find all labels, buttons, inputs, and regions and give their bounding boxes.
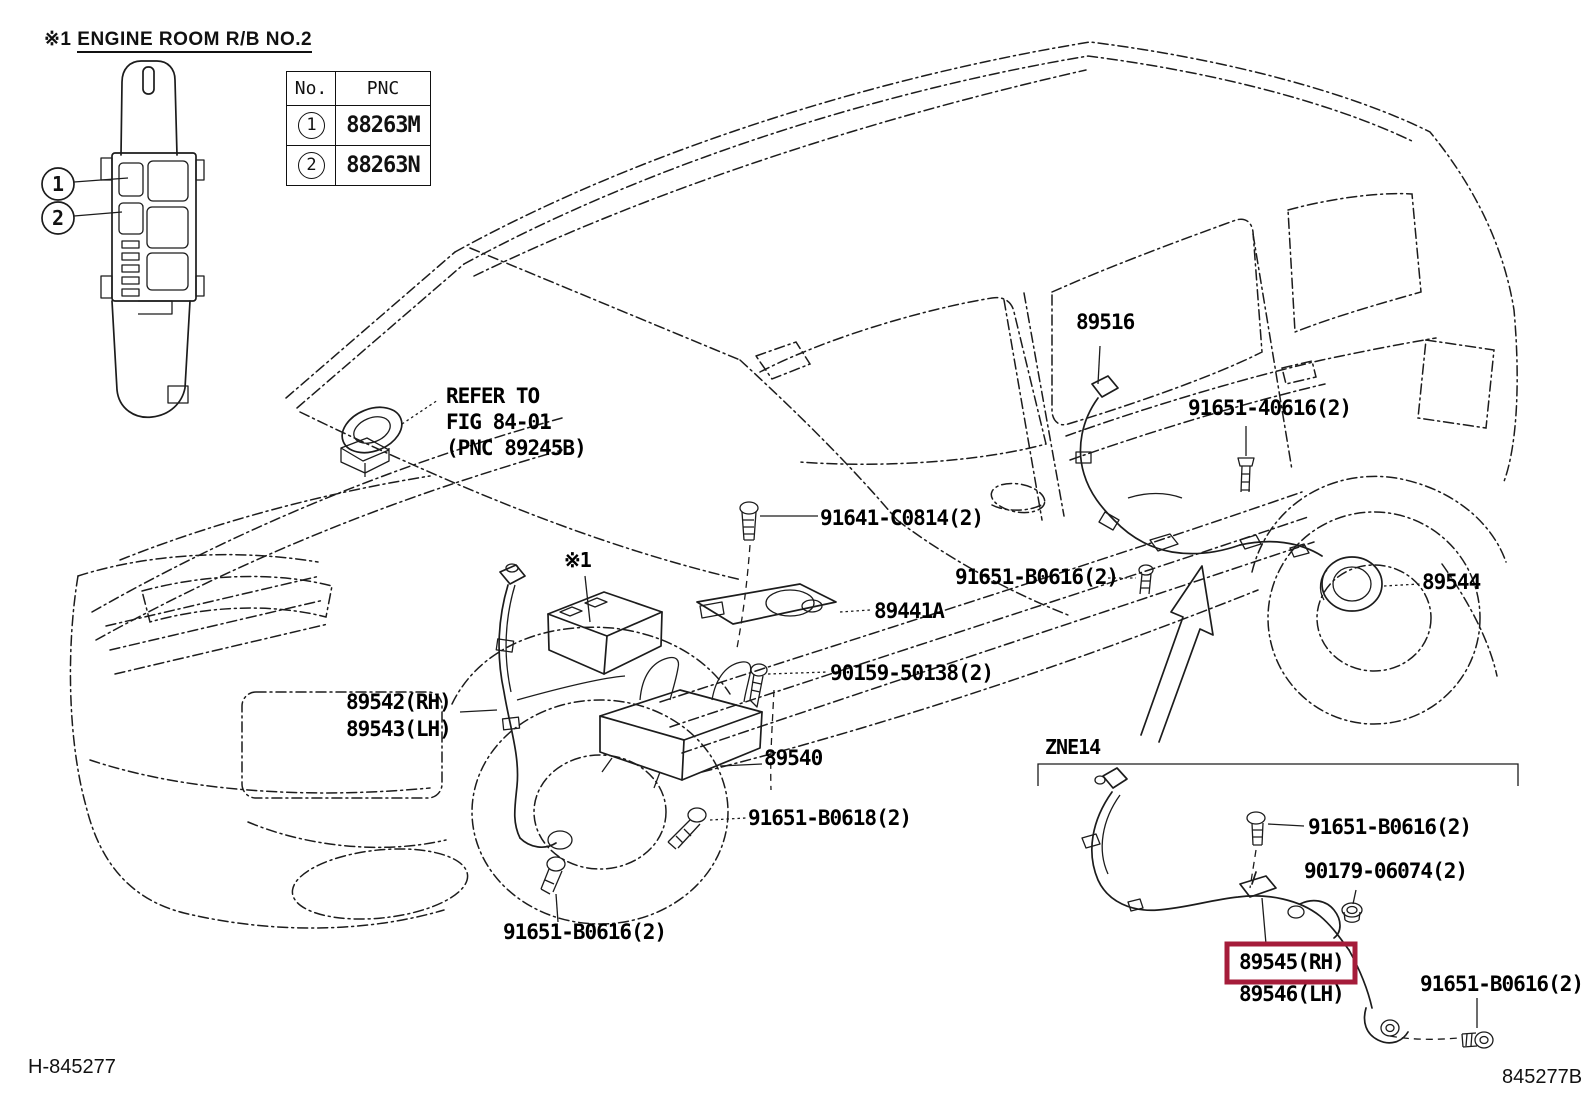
part-label-91641-c0814: 91641-C0814(2) [820, 506, 984, 530]
pnc-table [286, 71, 431, 186]
inset-title-text: ENGINE ROOM R/B NO.2 [77, 29, 312, 53]
bolt-actuator-drawing [668, 808, 746, 849]
table-row [287, 146, 431, 186]
part-label-91651-b0616-zne-upper: 91651-B0616(2) [1308, 815, 1472, 839]
pnc-value: 88263N [336, 146, 431, 186]
part-label-89546-lh: 89546(LH) [1239, 982, 1344, 1006]
relay-block-drawing [42, 61, 204, 417]
refer-note-line1: REFER TO [446, 384, 540, 408]
bolt-rear-upper-drawing [1238, 426, 1254, 492]
part-label-89543-lh: 89543(LH) [346, 717, 451, 741]
front-sensor-wire-drawing [460, 564, 625, 849]
part-label-91651-b0618: 91651-B0618(2) [748, 806, 912, 830]
engine-room-rb-drawing [548, 576, 662, 674]
pnc-table-col-pnc: PNC [336, 72, 431, 106]
part-label-91651-b0616-front: 91651-B0616(2) [503, 920, 667, 944]
figure-code-left: H-845277 [28, 1056, 116, 1078]
row-callout-number: 1 [298, 112, 325, 139]
refer-note-line3: (PNC 89245B) [446, 436, 586, 460]
part-label-89545-rh-highlighted[interactable]: 89545(RH) [1239, 950, 1344, 974]
part-label-90179-06074: 90179-06074(2) [1304, 859, 1468, 883]
pnc-table-col-no: No. [287, 72, 336, 106]
variant-pointer-arrow [1141, 566, 1213, 742]
refer-note-line2: FIG 84-01 [446, 410, 551, 434]
part-label-91651-b0616-mid: 91651-B0616(2) [955, 565, 1119, 589]
part-label-91651-40616: 91651-40616(2) [1188, 396, 1352, 420]
figure-code-right: 845277B [1502, 1066, 1583, 1088]
pnc-value: 88263M [336, 106, 431, 146]
variant-code-label: ZNE14 [1045, 735, 1101, 759]
callout-number-1: 1 [51, 172, 65, 196]
asterisk-marker: ※1 [44, 29, 78, 50]
part-label-89516: 89516 [1076, 310, 1135, 334]
part-label-89540: 89540 [764, 746, 823, 770]
pnc-table-header-row [287, 72, 431, 106]
part-label-91651-b0616-zne-lower: 91651-B0616(2) [1420, 972, 1584, 996]
inset-title [44, 28, 312, 51]
part-label-89441a: 89441A [874, 599, 944, 623]
row-callout-number: 2 [298, 152, 325, 179]
part-label-89544: 89544 [1422, 570, 1481, 594]
sensor-ring-drawing [335, 399, 438, 477]
bolt-cowl-drawing [737, 502, 818, 648]
asterisk-note: ※1 [564, 548, 591, 572]
callout-number-2: 2 [51, 206, 65, 230]
part-label-89542-rh: 89542(RH) [346, 690, 451, 714]
table-row [287, 106, 431, 146]
buzzer-drawing [697, 584, 870, 624]
part-label-90159-50138: 90159-50138(2) [830, 661, 994, 685]
